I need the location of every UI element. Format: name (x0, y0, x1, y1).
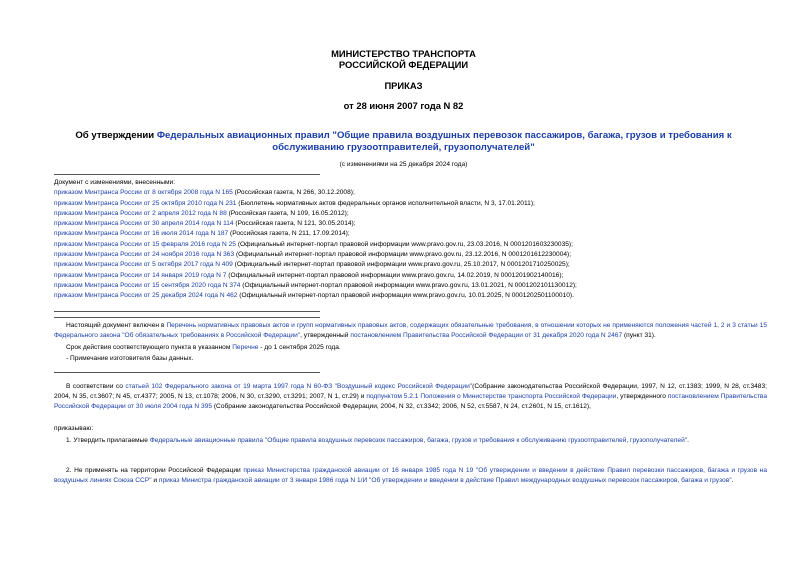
amendment-link[interactable]: приказом Минтранса России от 5 октября 2017 года N 409 (54, 261, 233, 269)
amendment-source: (Бюллетень нормативных актов федеральных органов исполнительной власти, N 3, 17.01.2011); (236, 199, 535, 207)
amendment-link[interactable]: приказом Минтранса России от 8 октября 2008 года N 165 (54, 189, 233, 197)
amendment-link[interactable]: приказом Минтранса России от 14 января 2019 года N 7 (54, 271, 227, 279)
clause-1 (54, 436, 767, 446)
list-item (54, 250, 577, 260)
preamble-paragraph (54, 382, 767, 413)
title-link[interactable]: Федеральных авиационных правил "Общие правила воздушных перевозок пассажиров, багажа, грузов и требования к обслуживанию грузоотправителей, грузополучателей" (156, 130, 732, 153)
amendment-link[interactable]: приказом Минтранса России от 24 ноября 2016 года N 363 (54, 251, 235, 259)
note-text: - до 1 сентября 2025 года. (258, 344, 341, 351)
note-top-divider (54, 317, 320, 318)
amendment-link[interactable]: приказом Минтранса России от 2 апреля 2012 года N 88 (54, 209, 227, 217)
amendment-source: (Российская газета, N 266, 30.12.2008); (232, 189, 355, 197)
ministry-name-line-1: МИНИСТЕРСТВО ТРАНСПОРТА (331, 48, 476, 59)
list-item (54, 209, 577, 219)
database-note: - Примечание изготовителя базы данных. (66, 355, 194, 362)
body-text: . (731, 477, 734, 485)
amendment-link[interactable]: приказом Минтранса России от 16 июля 2014 года N 187 (54, 230, 229, 238)
clause-2 (54, 466, 767, 486)
ministry-name-line-2: РОССИЙСКОЙ ФЕДЕРАЦИИ (338, 59, 469, 70)
list-item (54, 188, 577, 198)
decree-395-link[interactable]: постановлением Правительства Российской Федерации от 30 июля 2004 года N 395 (54, 393, 767, 411)
changes-intro: Документ с изменениями, внесенными: (54, 179, 176, 186)
amendment-link[interactable]: приказом Минтранса России от 25 октября 2010 года N 231 (54, 199, 237, 207)
amendment-source: (Официальный интернет-портал правовой информации www.pravo.gov.ru, 13.01.2021, N 0001202101130012); (240, 281, 577, 289)
inclusion-note (54, 321, 767, 341)
air-code-link[interactable]: статьей 102 Федерального закона от 19 марта 1997 года N 60-ФЗ "Воздушный кодекс Российской Федерации" (125, 383, 473, 390)
note-text: , утвержденный (300, 332, 351, 340)
rules-link[interactable]: Федеральные авиационные правила "Общие правила воздушных перевозок пассажиров, багажа, грузов и требования к обслуживанию грузоотправителей, грузополучателей" (149, 437, 688, 444)
document-date: от 28 июня 2007 года N 82 (343, 100, 464, 111)
note-text: (пункт 31). (622, 332, 656, 340)
changes-bottom-divider (54, 311, 320, 312)
note-text: Настоящий документ включен в (66, 322, 167, 329)
list-item (54, 281, 577, 291)
amendment-source: (Российская газета, N 211, 17.09.2014); (228, 230, 350, 238)
list-item (54, 271, 577, 281)
body-text: (Собрание законодательства Российской Федерации, 2004, N 32, ст.3342; 2006, N 52, ст.5587, N 24, ст.2601, N 15, ст.1612), (212, 403, 591, 411)
list-item (54, 291, 577, 301)
body-text: 1. Утвердить прилагаемые (66, 437, 150, 444)
validity-note (54, 343, 767, 353)
list-item (54, 260, 577, 270)
body-text: В соответствии со (66, 383, 126, 390)
amendment-source: (Официальный интернет-портал правовой информации www.pravo.gov.ru, 14.02.2019, N 0001201902140016); (226, 271, 564, 279)
amendment-source: (Официальный интернет-портал правовой информации www.pravo.gov.ru, 25.10.2017, N 0001201710250025); (232, 261, 570, 269)
body-text: (Собрание законодательства Российской Федерации, 1997, N 12, ст.1383; 1999, N 28, ст.3483; 2004, N 35, ст.3607; N 45, ст.4377; 2005, N 13, ст.1078; 2006, N 30, ст.3290, ст.3291; 2007, N 1, ст.29) и (54, 383, 767, 401)
amendment-source: (Официальный интернет-портал правовой информации www.pravo.gov.ru, 23.12.2016, N 0001201612230004); (234, 251, 572, 259)
changes-top-divider (54, 174, 320, 175)
changes-list (54, 178, 577, 302)
body-text: и (151, 477, 159, 485)
order-1986-link[interactable]: приказ Министра гражданской авиации от 3 января 1986 года N 1/И "Об утверждении и введении в действие Правил международных воздушных перевозок пассажиров, багажа и грузов" (158, 477, 732, 485)
document-title (50, 130, 757, 154)
government-decree-link[interactable]: постановлением Правительства Российской Федерации от 31 декабря 2020 года N 2467 (350, 332, 623, 340)
amendment-source: (Российская газета, N 121, 30.05.2014); (233, 220, 356, 228)
list-item (54, 219, 577, 229)
perechen-short-link[interactable]: Перечне (232, 344, 259, 351)
regulation-link[interactable]: подпунктом 5.2.1 Положения о Министерстве транспорта Российской Федерации (366, 393, 617, 401)
order-word: приказываю: (54, 425, 94, 432)
list-item (54, 240, 577, 250)
body-text: , утвержденного (616, 393, 668, 401)
body-text: . (687, 437, 689, 444)
edition-note: (с изменениями на 25 декабря 2024 года) (339, 161, 468, 168)
note-bottom-divider (54, 372, 320, 373)
amendment-link[interactable]: приказом Минтранса России от 15 февраля 2016 года N 25 (54, 240, 236, 248)
amendment-link[interactable]: приказом Минтранса России от 25 декабря 2024 года N 462 (54, 292, 238, 300)
perechen-link[interactable]: Перечень нормативных правовых актов и групп нормативных правовых актов, содержащих обязательные требования, в отношении которых не применяются положения частей 1, 2 и 3 статьи 15 Федерального закона "Об обязательных требованиях в Российской Федерации" (54, 322, 767, 340)
amendment-source: (Российская газета, N 109, 16.05.2012); (226, 209, 349, 217)
order-1985-link[interactable]: приказ Министерства гражданской авиации от 16 января 1985 года N 19 "Об утверждении и введении в действие Правил перевозки пассажиров, багажа и грузов на воздушных линиях Союза ССР" (54, 467, 767, 485)
amendment-link[interactable]: приказом Минтранса России от 15 сентября 2020 года N 374 (54, 281, 241, 289)
body-text: 2. Не применять на территории Российской Федерации (66, 467, 244, 474)
amendment-source: (Официальный интернет-портал правовой информации www.pravo.gov.ru, 10.01.2025, N 0001202501100010). (237, 292, 574, 300)
note-text: Срок действия соответствующего пункта в указанном (66, 344, 233, 351)
list-item (54, 229, 577, 239)
amendment-source: (Официальный интернет-портал правовой информации www.pravo.gov.ru, 23.03.2016, N 0001201603230035); (235, 240, 573, 248)
list-item (54, 199, 577, 209)
amendment-link[interactable]: приказом Минтранса России от 30 апреля 2014 года N 114 (54, 220, 234, 228)
document-type: ПРИКАЗ (384, 80, 423, 91)
title-prefix: Об утверждении (75, 130, 157, 141)
